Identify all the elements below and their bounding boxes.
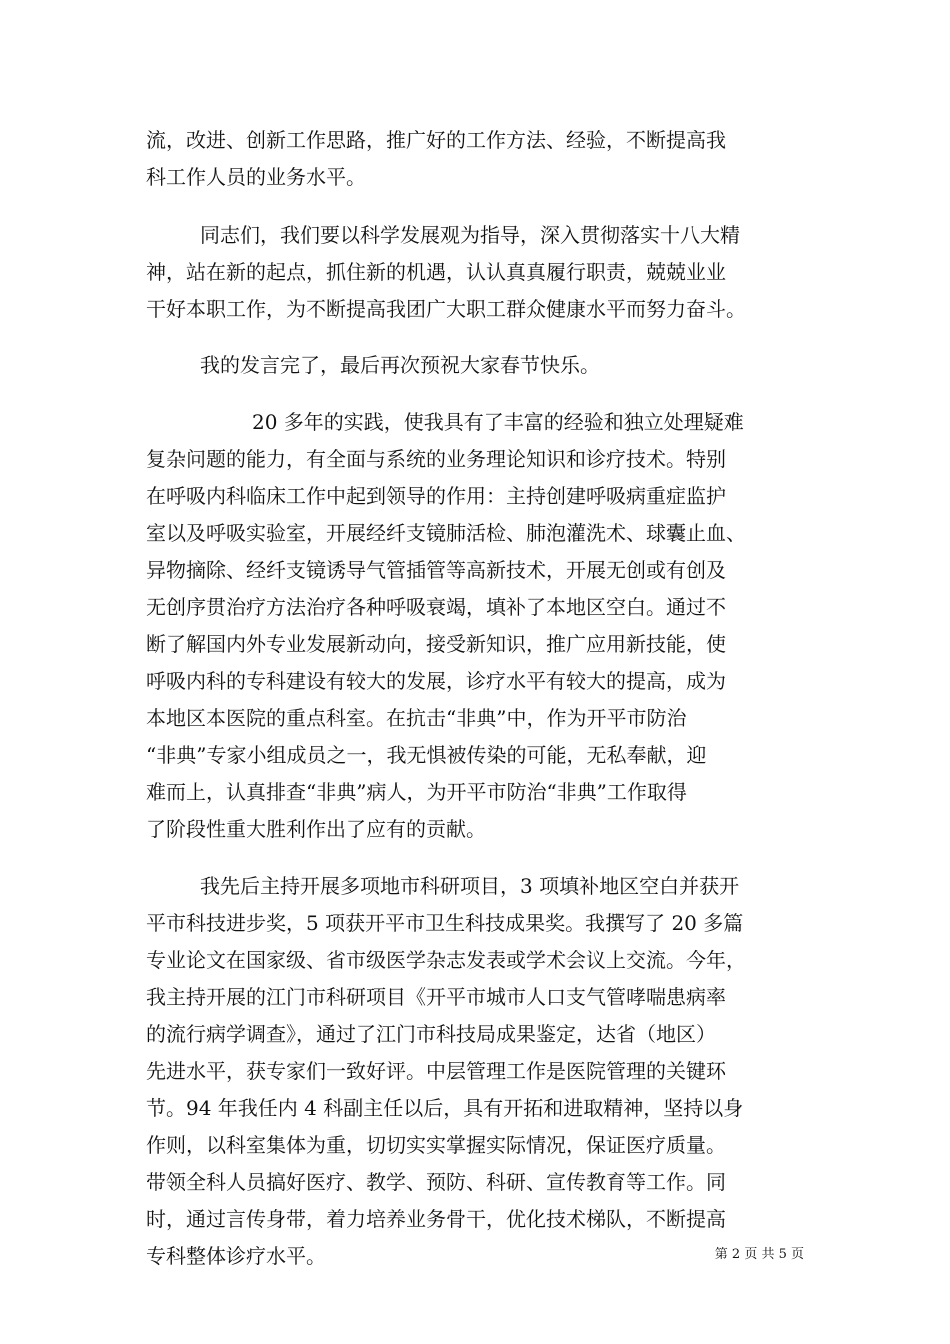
text-line: 先进水平，获专家们一致好评。中层管理工作是医院管理的关键环 <box>146 1059 726 1083</box>
text-line: 了阶段性重大胜利作出了应有的贡献。 <box>146 817 486 841</box>
text-line: 神，站在新的起点，抓住新的机遇，认认真真履行职责，兢兢业业 <box>146 260 726 284</box>
text-line: 20 多年的实践，使我具有了丰富的经验和独立处理疑难 <box>252 410 744 434</box>
text-line: 专业论文在国家级、省市级医学杂志发表或学术会议上交流。今年， <box>146 948 746 972</box>
page-number: 第 2 页 共 5 页 <box>714 1247 804 1262</box>
text-line: 本地区本医院的重点科室。在抗击“非典”中，作为开平市防治 <box>146 706 687 730</box>
text-line: 流，改进、创新工作思路，推广好的工作方法、经验，不断提高我 <box>146 128 726 152</box>
text-line: 同志们，我们要以科学发展观为指导，深入贯彻落实十八大精 <box>200 223 740 247</box>
text-line: 在呼吸内科临床工作中起到领导的作用：主持创建呼吸病重症监护 <box>146 484 726 508</box>
text-line: 节。94 年我任内 4 科副主任以后，具有开拓和进取精神，坚持以身 <box>146 1096 744 1120</box>
text-line: 科工作人员的业务水平。 <box>146 165 366 189</box>
text-line: 室以及呼吸实验室，开展经纤支镜肺活检、肺泡灌洗术、球囊止血、 <box>146 521 746 545</box>
text-line: 我先后主持开展多项地市科研项目，3 项填补地区空白并获开 <box>200 874 740 898</box>
text-line: 干好本职工作，为不断提高我团广大职工群众健康水平而努力奋斗。 <box>146 297 746 321</box>
text-line: 作则，以科室集体为重，切切实实掌握实际情况，保证医疗质量。 <box>146 1133 726 1157</box>
text-line: 难而上，认真排查“非典”病人，为开平市防治“非典”工作取得 <box>146 780 687 804</box>
text-line: 呼吸内科的专科建设有较大的发展，诊疗水平有较大的提高，成为 <box>146 669 726 693</box>
text-line: 时，通过言传身带，着力培养业务骨干，优化技术梯队，不断提高 <box>146 1207 726 1231</box>
text-line: 复杂问题的能力，有全面与系统的业务理论知识和诊疗技术。特别 <box>146 447 726 471</box>
text-line: 平市科技进步奖，5 项获开平市卫生科技成果奖。我撰写了 20 多篇 <box>146 911 744 935</box>
text-line: 断了解国内外专业发展新动向，接受新知识，推广应用新技能，使 <box>146 632 726 656</box>
text-line: 专科整体诊疗水平。 <box>146 1244 326 1268</box>
text-line: 我主持开展的江门市科研项目《开平市城市人口支气管哮喘患病率 <box>146 985 726 1009</box>
text-line: 无创序贯治疗方法治疗各种呼吸衰竭，填补了本地区空白。通过不 <box>146 595 726 619</box>
text-line: 我的发言完了，最后再次预祝大家春节快乐。 <box>200 353 600 377</box>
text-line: 异物摘除、经纤支镜诱导气管插管等高新技术，开展无创或有创及 <box>146 558 726 582</box>
text-line: 的流行病学调查》，通过了江门市科技局成果鉴定，达省（地区） <box>146 1022 716 1046</box>
text-line: 带领全科人员搞好医疗、教学、预防、科研、宣传教育等工作。同 <box>146 1170 726 1194</box>
text-line: “非典”专家小组成员之一，我无惧被传染的可能，无私奉献，迎 <box>146 743 707 767</box>
